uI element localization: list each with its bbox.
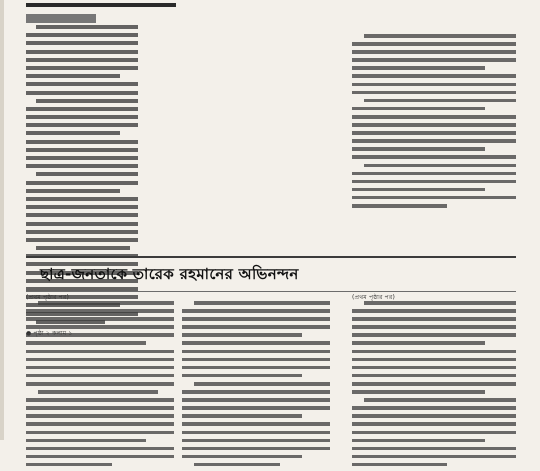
text-line <box>182 414 302 418</box>
text-line <box>352 74 516 78</box>
text-line <box>26 148 138 152</box>
text-line <box>26 366 174 370</box>
text-line <box>182 358 330 362</box>
text-line <box>182 366 330 370</box>
text-line <box>26 205 138 209</box>
text-line <box>352 196 516 200</box>
text-line <box>352 341 485 345</box>
text-line <box>182 431 330 435</box>
text-line <box>352 50 516 54</box>
continued-marker-right: (প্রথম পৃষ্ঠার পর) <box>352 294 395 301</box>
text-line <box>352 422 516 426</box>
text-line <box>26 140 138 144</box>
text-line <box>26 222 138 226</box>
text-line <box>26 333 174 337</box>
text-line <box>26 82 138 86</box>
text-line <box>26 325 174 329</box>
text-line <box>352 447 516 451</box>
text-line <box>26 164 138 168</box>
heading-ink-line <box>26 3 176 7</box>
text-line <box>182 406 330 410</box>
text-line <box>26 156 138 160</box>
text-line <box>352 58 516 62</box>
text-line <box>352 91 516 95</box>
text-line <box>352 317 516 321</box>
text-line <box>26 50 138 54</box>
text-line <box>182 374 302 378</box>
section-divider <box>26 256 516 258</box>
text-line <box>26 41 138 45</box>
text-line <box>352 83 516 87</box>
text-line <box>182 455 302 459</box>
body-column-middle <box>182 301 330 471</box>
text-line <box>182 439 330 443</box>
text-line <box>26 123 138 127</box>
text-line <box>352 42 516 46</box>
text-line <box>182 398 330 402</box>
text-line <box>352 374 516 378</box>
text-line <box>26 406 174 410</box>
text-line <box>352 180 516 184</box>
text-line <box>26 431 174 435</box>
text-line <box>352 204 447 208</box>
body-column-left <box>26 301 174 471</box>
text-line <box>26 309 174 313</box>
text-line <box>36 99 138 103</box>
text-line <box>352 358 516 362</box>
text-line <box>352 188 485 192</box>
text-line <box>182 341 330 345</box>
text-line <box>352 366 516 370</box>
text-line <box>26 422 174 426</box>
text-line <box>352 123 516 127</box>
text-line <box>352 115 516 119</box>
text-line <box>26 374 174 378</box>
text-line <box>182 390 330 394</box>
text-line <box>194 301 330 305</box>
text-line <box>182 422 330 426</box>
text-line <box>352 155 516 159</box>
text-line <box>364 34 516 38</box>
text-line <box>194 382 330 386</box>
text-line <box>26 455 174 459</box>
text-line <box>352 382 516 386</box>
text-line <box>38 301 174 305</box>
text-line <box>26 197 138 201</box>
text-line <box>364 301 516 305</box>
text-line <box>352 406 516 410</box>
text-line <box>352 139 516 143</box>
text-line <box>352 431 516 435</box>
text-line <box>26 131 120 135</box>
continued-marker-left: (প্রথম পৃষ্ঠার পর) <box>26 294 69 301</box>
text-line <box>26 463 112 467</box>
text-line <box>26 398 174 402</box>
text-line <box>352 439 485 443</box>
text-line <box>352 66 485 70</box>
text-line <box>182 325 330 329</box>
text-line <box>352 455 516 459</box>
text-line <box>26 33 138 37</box>
text-line <box>26 382 174 386</box>
text-line <box>182 333 302 337</box>
text-line <box>26 74 120 78</box>
text-line <box>26 189 120 193</box>
text-line <box>26 115 138 119</box>
text-line <box>364 398 516 402</box>
text-line <box>352 131 516 135</box>
text-line <box>26 213 138 217</box>
text-line <box>36 25 138 29</box>
text-line <box>352 390 485 394</box>
text-line <box>26 66 138 70</box>
text-line <box>26 341 146 345</box>
text-line <box>26 181 138 185</box>
text-line <box>182 350 330 354</box>
text-line <box>26 317 174 321</box>
text-line <box>26 58 138 62</box>
text-line <box>26 238 138 242</box>
headline-underline <box>26 291 516 292</box>
article-headline: ছাত্র-জনতাকে তারেক রহমানের অভিনন্দন <box>40 265 299 283</box>
byline-bar <box>26 14 96 23</box>
text-line <box>352 107 485 111</box>
body-column-right <box>352 301 516 471</box>
text-line <box>26 358 174 362</box>
text-line <box>38 390 158 394</box>
text-line <box>36 246 130 250</box>
text-line <box>352 333 516 337</box>
text-line <box>352 463 447 467</box>
text-line <box>352 172 516 176</box>
text-line <box>352 147 485 151</box>
text-line <box>352 309 516 313</box>
text-line <box>26 107 138 111</box>
page-heading-fragment <box>26 0 226 13</box>
text-line <box>26 414 174 418</box>
text-line <box>364 164 516 168</box>
text-line <box>352 325 516 329</box>
text-line <box>194 463 280 467</box>
text-line <box>26 230 138 234</box>
page-gutter <box>0 0 4 440</box>
text-line <box>182 447 330 451</box>
text-line <box>26 91 138 95</box>
text-line <box>26 350 174 354</box>
text-line <box>26 447 174 451</box>
text-line <box>352 350 516 354</box>
text-line <box>182 317 330 321</box>
text-line <box>26 439 146 443</box>
upper-right-column <box>352 34 516 212</box>
text-line <box>364 99 516 103</box>
text-line <box>36 172 138 176</box>
text-line <box>182 309 330 313</box>
text-line <box>352 414 516 418</box>
